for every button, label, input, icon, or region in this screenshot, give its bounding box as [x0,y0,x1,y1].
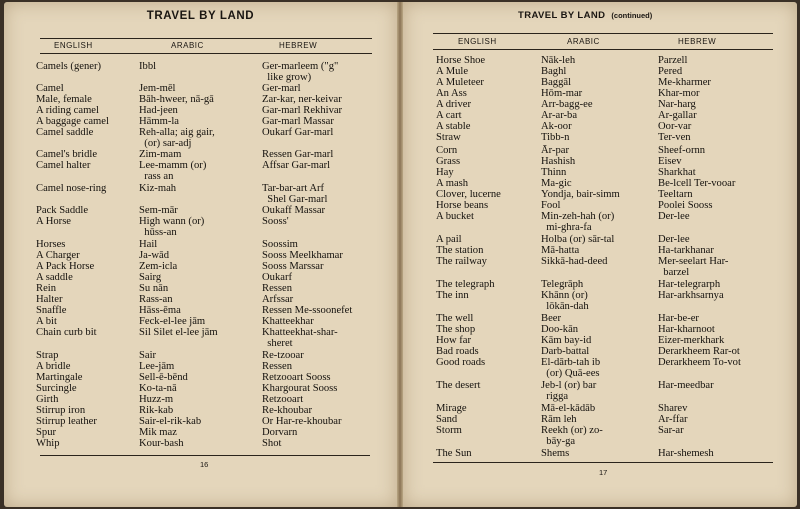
hebrew-term: Mer-seelart Har- [658,256,729,267]
english-term: A Muleteer [436,77,484,88]
english-term: Halter [36,294,63,305]
english-term: A mash [436,178,469,189]
arabic-term: Rass-an [139,294,173,305]
arabic-term: Telegrāph [541,279,584,290]
page-number: 17 [599,468,608,477]
hebrew-term: Ressen [262,361,293,372]
english-term: Whip [36,438,60,449]
arabic-term: Kiz-mah [139,183,177,194]
english-term: Storm [436,425,462,436]
hebrew-term: Poolei Sooss [658,200,713,211]
english-term: Mirage [436,403,467,414]
hebrew-term: Sharev [658,403,688,414]
hebrew-term: Khar-mor [658,88,700,99]
english-term: Hay [436,167,454,178]
english-term: A cart [436,110,462,121]
page-title-suffix: (continued) [611,11,653,20]
hebrew-term: Ger-marl [262,83,301,94]
column-header-arabic: ARABIC [567,37,600,46]
arabic-term: Ak-oor [541,121,572,132]
hebrew-term: Re-khoubar [262,405,313,416]
arabic-term: Ko-ta-nā [139,383,177,394]
arabic-term: Sair-el-rik-kab [139,416,202,427]
right-page [403,2,797,507]
english-term: A saddle [36,272,73,283]
hebrew-term: Gar-marl Massar [262,116,334,127]
arabic-term: Zim-mam [139,149,182,160]
arabic-term: Reekh (or) zo- [541,425,603,436]
hebrew-term: Har-be-er [658,313,699,324]
hebrew-term: Khatteekhat-shar- [262,327,338,338]
english-term: Stirrup iron [36,405,86,416]
english-term: How far [436,335,472,346]
hebrew-term: Sooss Meelkhamar [262,250,343,261]
hebrew-term: Oukarf [262,272,293,283]
arabic-term: Feck-el-lee jām [139,316,206,327]
hebrew-term: Gar-marl Rekhivar [262,105,343,116]
arabic-term: (or) sar-adj [139,138,192,149]
english-term: Camel's bridle [36,149,98,160]
english-term: The well [436,313,474,324]
english-term: Camel [36,83,64,94]
hebrew-term: Oukarf Gar-marl [262,127,334,138]
arabic-term: Huzz-m [139,394,174,405]
arabic-term: Hashish [541,156,576,167]
hebrew-term: Eisev [658,156,682,167]
english-term: Snaffle [36,305,67,316]
hebrew-term: Der-lee [658,211,690,222]
arabic-term: High wann (or) [139,216,205,227]
page-title: TRAVEL BY LAND [146,10,255,22]
arabic-term: Ma-gic [541,178,572,189]
arabic-term: hūss-an [139,227,177,238]
arabic-term: Yondja, bair-simm [541,189,620,200]
hebrew-term: Derarkheem To-vot [658,357,741,368]
hebrew-term: Har-arkhsarnya [658,290,724,301]
page-number: 16 [200,460,209,469]
arabic-term: Khānn (or) [541,290,588,301]
hebrew-term: Sar-ar [658,425,684,436]
arabic-term: Mā-hatta [541,245,580,256]
hebrew-term: Re-tzooar [262,350,304,361]
hebrew-term: Eizer-merkhark [658,335,725,346]
arabic-term: mi-ghra-fa [541,222,592,233]
hebrew-term: Teeltarn [658,189,693,200]
english-term: Corn [436,145,458,156]
arabic-term: Sell-ē-bēnd [139,372,188,383]
arabic-term: Sair [139,350,157,361]
arabic-term: Darb-battal [541,346,590,357]
hebrew-term: Khargourat Sooss [262,383,338,394]
english-term: Pack Saddle [36,205,89,216]
english-term: The telegraph [436,279,495,290]
page-title-text: TRAVEL BY LAND [518,10,606,21]
arabic-term: Nāk-leh [541,55,576,66]
english-term: Horse Shoe [436,55,486,66]
arabic-term: Shems [541,448,570,459]
arabic-term: Sem-mār [139,205,178,216]
hebrew-term: Har-telegrarph [658,279,721,290]
english-term: Sand [436,414,458,425]
english-term: Camel nose-ring [36,183,107,194]
english-term: Clover, lucerne [436,189,501,200]
english-term: The desert [436,380,481,391]
arabic-term: Rām leh [541,414,577,425]
english-term: A Charger [36,250,80,261]
header-rule-bottom [433,49,773,50]
hebrew-term: Har-meedbar [658,380,714,391]
english-term: Male, female [36,94,92,105]
arabic-term: Su nān [139,283,169,294]
column-header-english: ENGLISH [54,41,93,50]
arabic-term: Min-zeh-hah (or) [541,211,615,222]
hebrew-term: Har-kharnoot [658,324,715,335]
hebrew-term: Shel Gar-marl [262,194,328,205]
arabic-term: Jeb-l (or) bar [541,380,597,391]
hebrew-term: Retzooart [262,394,304,405]
hebrew-term: Ger-marleem ("g" [262,61,339,72]
hebrew-term: Shot [262,438,282,449]
header-rule-bottom [40,53,372,54]
english-term: Surcingle [36,383,77,394]
english-term: A pail [436,234,462,245]
arabic-term: Kām bay-id [541,335,592,346]
hebrew-term: Sharkhat [658,167,696,178]
hebrew-term: Dorvarn [262,427,298,438]
english-term: The inn [436,290,469,301]
english-term: A bit [36,316,57,327]
english-term: A stable [436,121,471,132]
arabic-term: Hāmm-la [139,116,180,127]
arabic-term: Thinn [541,167,567,178]
arabic-term: Tibb-n [541,132,570,143]
arabic-term: (or) Quā-ees [541,368,600,379]
arabic-term: Sikkā-had-deed [541,256,608,267]
english-term: Stirrup leather [36,416,97,427]
arabic-term: Rik-kab [139,405,174,416]
english-term: Martingale [36,372,83,383]
english-term: Camel saddle [36,127,94,138]
arabic-term: rigga [541,391,569,402]
english-term: Camels (gener) [36,61,102,72]
hebrew-term: Sooss' [262,216,289,227]
footer-rule [433,462,773,463]
english-term: Rein [36,283,57,294]
arabic-term: Holba (or) sār-tal [541,234,615,245]
english-term: A Horse [36,216,72,227]
english-term: Spur [36,427,57,438]
arabic-term: Fool [541,200,561,211]
arabic-term: Doo-kān [541,324,579,335]
english-term: A driver [436,99,472,110]
hebrew-term: Ha-tarkhanar [658,245,714,256]
hebrew-term: Derarkheem Rar-ot [658,346,740,357]
arabic-term: Zem-icla [139,261,178,272]
arabic-term: Kour-bash [139,438,184,449]
hebrew-term: Be-lcell Ter-vooar [658,178,736,189]
arabic-term: Mik maz [139,427,177,438]
page-title [518,10,652,21]
english-term: The railway [436,256,487,267]
arabic-term: El-dārb-tah ib [541,357,601,368]
hebrew-term: sheret [262,338,293,349]
hebrew-term: Nar-harg [658,99,696,110]
hebrew-term: Sooss Marssar [262,261,324,272]
hebrew-term: Retzooart Sooss [262,372,331,383]
arabic-term: Bāh-hweer, nā-gā [139,94,214,105]
english-term: A Mule [436,66,469,77]
hebrew-term: Oukaff Massar [262,205,326,216]
english-term: Strap [36,350,59,361]
arabic-term: Sairg [139,272,162,283]
hebrew-term: Ar-gallar [658,110,697,121]
english-term: An Ass [436,88,467,99]
hebrew-term: Ar-ffar [658,414,688,425]
english-term: Horse beans [436,200,489,211]
arabic-term: Had-jeen [139,105,178,116]
hebrew-term: Zar-kar, ner-keivar [262,94,342,105]
hebrew-term: barzel [658,267,690,278]
english-term: Camel halter [36,160,91,171]
left-page [4,2,397,507]
arabic-term: Beer [541,313,561,324]
hebrew-term: Parzell [658,55,688,66]
english-term: A riding camel [36,105,99,116]
arabic-term: Ār-par [541,145,570,156]
arabic-term: Hail [139,239,158,250]
hebrew-term: Ter-ven [658,132,691,143]
arabic-term: lōkān-dah [541,301,589,312]
arabic-term: bāy-ga [541,436,576,447]
english-term: Horses [36,239,66,250]
arabic-term: Ibbl [139,61,157,72]
arabic-term: Lee-jām [139,361,175,372]
hebrew-term: Me-kharmer [658,77,711,88]
arabic-term: Baghl [541,66,567,77]
arabic-term: Arr-bagg-ee [541,99,593,110]
english-term: A bridle [36,361,71,372]
hebrew-term: Khatteekhar [262,316,314,327]
header-rule-top [40,38,372,39]
arabic-term: Jem-mēl [139,83,176,94]
hebrew-term: Or Har-re-khoubar [262,416,342,427]
english-term: Bad roads [436,346,479,357]
english-term: Straw [436,132,461,143]
column-header-arabic: ARABIC [171,41,204,50]
english-term: The Sun [436,448,472,459]
hebrew-term: Sheef-ornn [658,145,706,156]
arabic-term: Hōm-mar [541,88,583,99]
english-term: A Pack Horse [36,261,95,272]
hebrew-term: Ressen [262,283,293,294]
english-term: Chain curb bit [36,327,97,338]
hebrew-term: Soossim [262,239,298,250]
arabic-term: Hāss-ēma [139,305,181,316]
hebrew-term: Tar-bar-art Arf [262,183,325,194]
arabic-term: rass an [139,171,174,182]
english-term: A baggage camel [36,116,109,127]
hebrew-term: Arfssar [262,294,294,305]
hebrew-term: Ressen Me-ssoonefet [262,305,353,316]
english-term: Good roads [436,357,486,368]
column-header-english: ENGLISH [458,37,497,46]
arabic-term: Reh-alla; aig gair, [139,127,215,138]
arabic-term: Sil Silet el-lee jām [139,327,218,338]
hebrew-term: like grow) [262,72,312,83]
english-term: A bucket [436,211,474,222]
arabic-term: Baggāl [541,77,572,88]
arabic-term: Mā-el-kādāb [541,403,596,414]
arabic-term: Lee-mamm (or) [139,160,207,171]
hebrew-term: Der-lee [658,234,690,245]
column-header-hebrew: HEBREW [279,41,318,50]
arabic-term: Ja-wād [139,250,170,261]
arabic-term: Ar-ar-ba [541,110,578,121]
column-header-hebrew: HEBREW [678,37,717,46]
english-term: The shop [436,324,476,335]
english-term: Girth [36,394,59,405]
hebrew-term: Har-shemesh [658,448,714,459]
header-rule-top [433,33,773,34]
hebrew-term: Ressen Gar-marl [262,149,334,160]
footer-rule [40,455,370,456]
hebrew-term: Oor-var [658,121,692,132]
hebrew-term: Affsar Gar-marl [262,160,331,171]
english-term: Grass [436,156,461,167]
english-term: The station [436,245,484,256]
hebrew-term: Pered [658,66,683,77]
